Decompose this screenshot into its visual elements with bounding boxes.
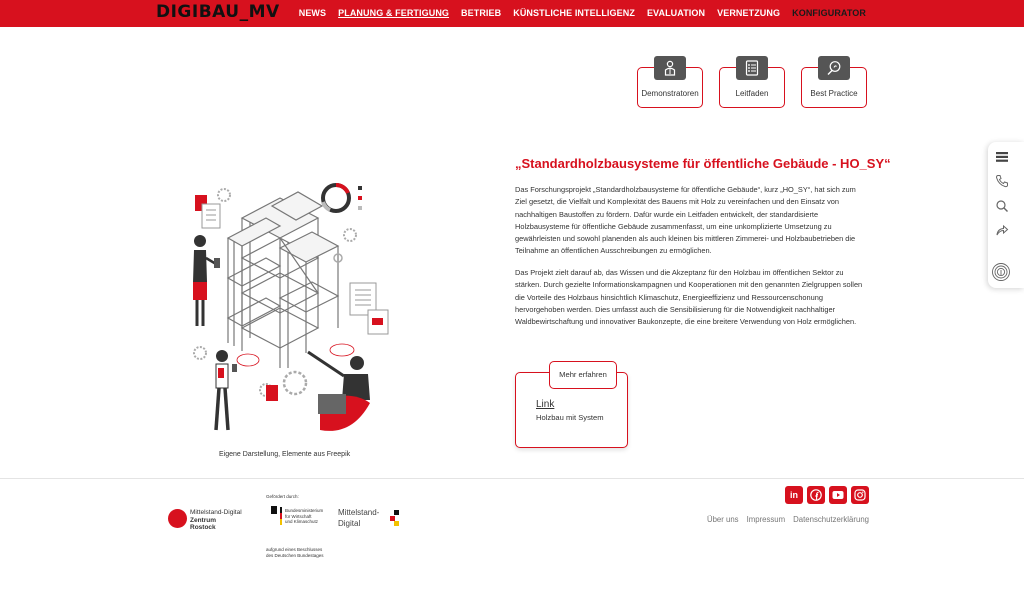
zentrum-logo-line3: Rostock — [190, 524, 216, 531]
ministry-line2: für Wirtschaft — [285, 513, 312, 519]
menu-item-kuenstliche-intelligenz[interactable]: KÜNSTLICHE INTELLIGENZ — [513, 8, 635, 18]
mittelstand-digital-zentrum-rostock-logo[interactable] — [168, 509, 278, 531]
share-icon[interactable] — [995, 223, 1009, 237]
menu-item-evaluation[interactable]: EVALUATION — [646, 8, 706, 18]
decision-line2: des Deutschen Bundestages — [266, 552, 324, 558]
menu-icon[interactable] — [995, 150, 1009, 164]
goal-paragraph: Das Projekt zielt darauf ab, das Wissen und die Akzeptanz für den Holzbau im öffentlichen Sektor zu stärken. Durch gezielte Informationskampagnen und Kooperationen mit den genannten Zielgruppen sollen die Vorteile des Holzbaus hinsichtlich Klimaschutz, Energieeffizienz und Ressourcenschonung hervorgehoben werden. Dies umfasst auch die Sensibilisierung für die Notwendigkeit nachhaltiger Waldbewirtschaftung und innovativer Baukonzepte, die eine breitere Verwendung von Holz ermöglichen. — [515, 268, 863, 327]
best-practice-label: Best Practice — [810, 89, 858, 98]
search-icon[interactable] — [995, 199, 1009, 213]
menu-item-planung-fertigung[interactable]: PLANUNG & FERTIGUNG — [338, 8, 450, 18]
zentrum-rostock-logo-icon — [168, 509, 187, 528]
mittelstand-logo-line2: Digital — [338, 519, 361, 528]
top-navigation-bar — [0, 0, 1024, 27]
facebook-icon — [810, 489, 822, 501]
menu-item-news[interactable]: NEWS — [298, 8, 327, 18]
youtube-button[interactable] — [829, 486, 847, 504]
mittelstand-digital-logo[interactable] — [338, 507, 404, 531]
zentrum-logo-line2: Zentrum — [190, 516, 216, 524]
menu-item-konfigurator[interactable]: KONFIGURATOR — [792, 8, 866, 18]
intro-paragraph: Das Forschungsprojekt „Standardholzbausysteme für öffentliche Gebäude“, kurz „HO_SY“, hat sich zum Ziel gesetzt, die Vielfalt und Komplexität des Bauens mit Holz zu vereinfachen und den Einsatz von nachhaltigen Baustoffen zu fördern. Dafür wurde ein Leitfaden entwickelt, der standardisierte Holzbausysteme für öffentliche Gebäude zusammenfasst, um eine unkomplizierte Umsetzung zu gewährleisten und sowohl planenden als auch kleinen bis mittleren Zimmerei- und Holzbaubetrieben die Teilnahme an öffentlichen Ausschreibungen zu ermöglichen. — [515, 185, 856, 256]
lightbulb-icon — [818, 56, 850, 80]
bmwk-logo[interactable] — [265, 494, 335, 560]
checklist-icon — [736, 56, 768, 80]
page-title: „Standardholzbausysteme für öffentliche Gebäude - HO_SY“ — [515, 156, 891, 171]
ministry-line3: und Klimaschutz — [285, 519, 319, 524]
fingerprint-icon — [991, 262, 1011, 287]
card-link[interactable]: Link — [536, 399, 555, 410]
phone-icon[interactable] — [995, 174, 1009, 188]
timber-construction-illustration — [180, 178, 400, 440]
youtube-icon — [832, 490, 844, 500]
demonstratoren-label: Demonstratoren — [641, 89, 699, 98]
menu-item-vernetzung[interactable]: VERNETZUNG — [717, 8, 781, 18]
best-practice-button[interactable] — [801, 67, 867, 108]
funded-by-text: Gefördert durch: — [266, 494, 299, 499]
footer — [0, 478, 1024, 604]
facebook-button[interactable] — [807, 486, 825, 504]
impressum-link[interactable]: Impressum — [746, 515, 786, 524]
link-card — [515, 372, 628, 448]
mittelstand-logo-line1: Mittelstand- — [338, 508, 380, 517]
instagram-button[interactable] — [851, 486, 869, 504]
main-menu — [299, 8, 866, 18]
eagle-icon — [271, 506, 277, 514]
footer-links — [707, 515, 869, 524]
leitfaden-label: Leitfaden — [735, 89, 769, 98]
linkedin-button[interactable] — [785, 486, 803, 504]
card-subtitle: Holzbau mit System — [536, 413, 604, 422]
menu-item-betrieb[interactable]: BETRIEB — [461, 8, 502, 18]
illustration-caption: Eigene Darstellung, Elemente aus Freepik — [219, 451, 351, 458]
ministry-line1: Bundesministerium — [285, 508, 324, 513]
linkedin-icon: in — [790, 490, 798, 500]
worker-icon — [654, 56, 686, 80]
demonstratoren-button[interactable] — [637, 67, 703, 108]
fingerprint-button[interactable] — [988, 257, 1016, 289]
decision-line1: aufgrund eines Beschlusses — [266, 547, 323, 552]
zentrum-logo-line1: Mittelstand-Digital — [190, 509, 242, 516]
ueber-uns-link[interactable]: Über uns — [706, 515, 739, 524]
site-logo[interactable]: DIGIBAU_MV — [156, 2, 280, 22]
instagram-icon — [854, 489, 866, 501]
leitfaden-button[interactable] — [719, 67, 785, 108]
mehr-erfahren-tag: Mehr erfahren — [549, 361, 617, 389]
datenschutz-link[interactable]: Datenschutzerklärung — [793, 515, 869, 524]
